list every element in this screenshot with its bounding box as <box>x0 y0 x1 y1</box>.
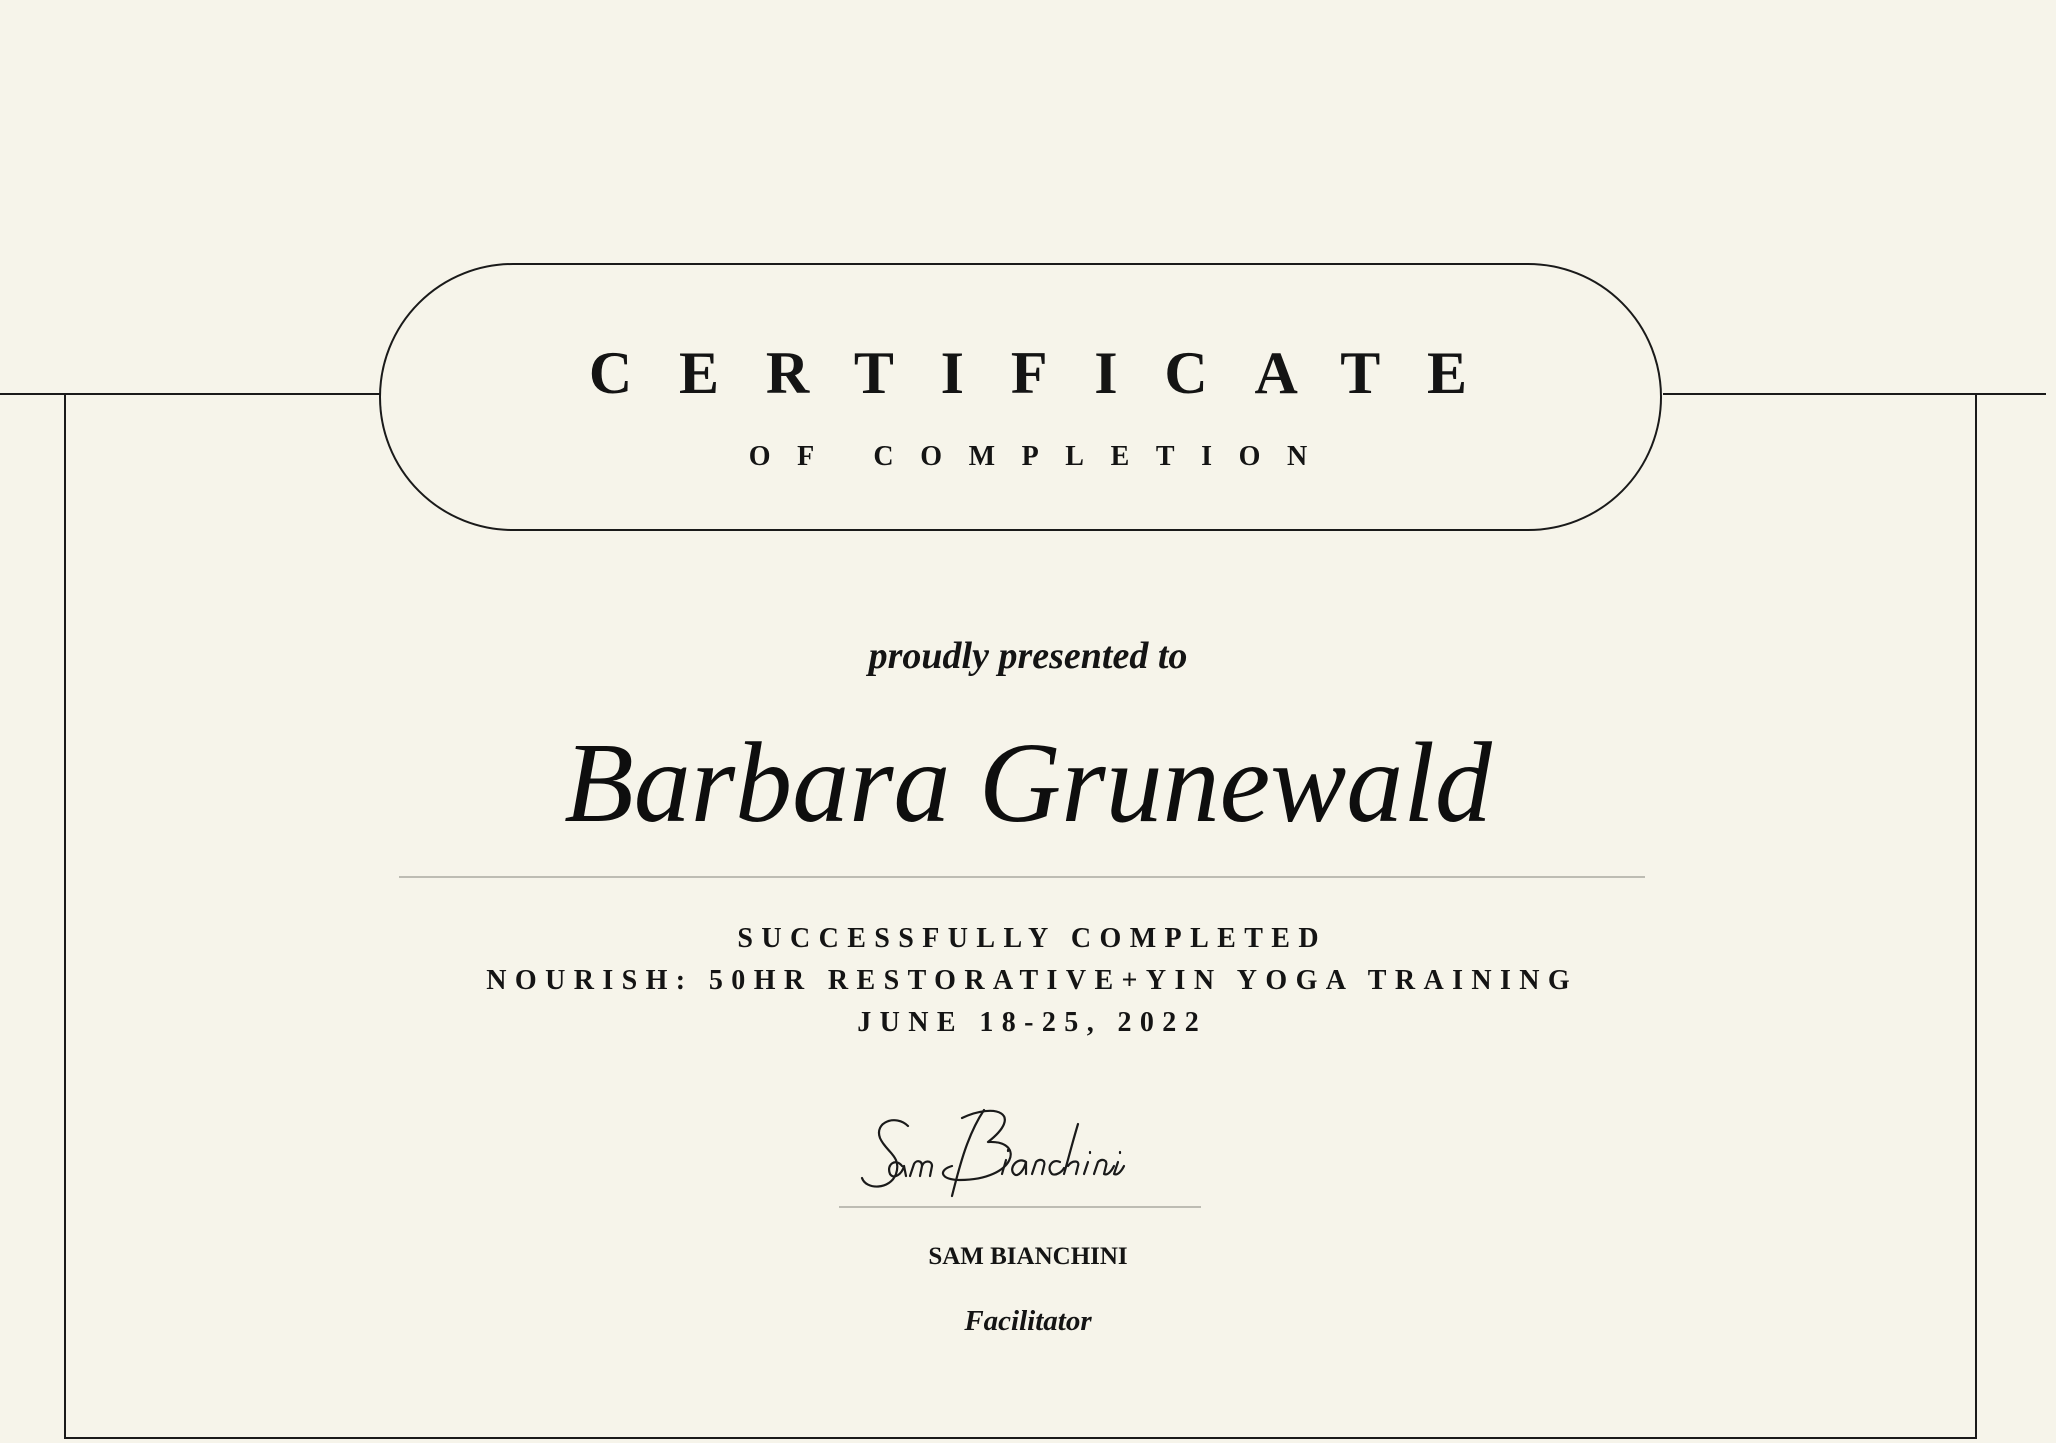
certificate-subtitle: OF COMPLETION <box>748 441 1334 472</box>
frame-bottom-border <box>64 1437 1977 1439</box>
name-underline <box>399 876 1645 878</box>
frame-right-border <box>1975 394 1977 1439</box>
signer-role: Facilitator <box>964 1305 1092 1337</box>
frame-left-border <box>64 394 66 1439</box>
certificate-title: CERTIFICATE <box>588 340 1514 406</box>
signature-line <box>839 1206 1201 1208</box>
handwritten-signature <box>856 1104 1186 1204</box>
course-dates: JUNE 18-25, 2022 <box>857 1007 1208 1038</box>
signer-name: SAM BIANCHINI <box>928 1243 1128 1270</box>
recipient-name: Barbara Grunewald <box>564 719 1492 846</box>
completion-statement: SUCCESSFULLY COMPLETED <box>737 923 1327 954</box>
presented-to-text: proudly presented to <box>868 635 1188 677</box>
course-title: NOURISH: 50HR RESTORATIVE+YIN YOGA TRAINING <box>486 965 1579 996</box>
